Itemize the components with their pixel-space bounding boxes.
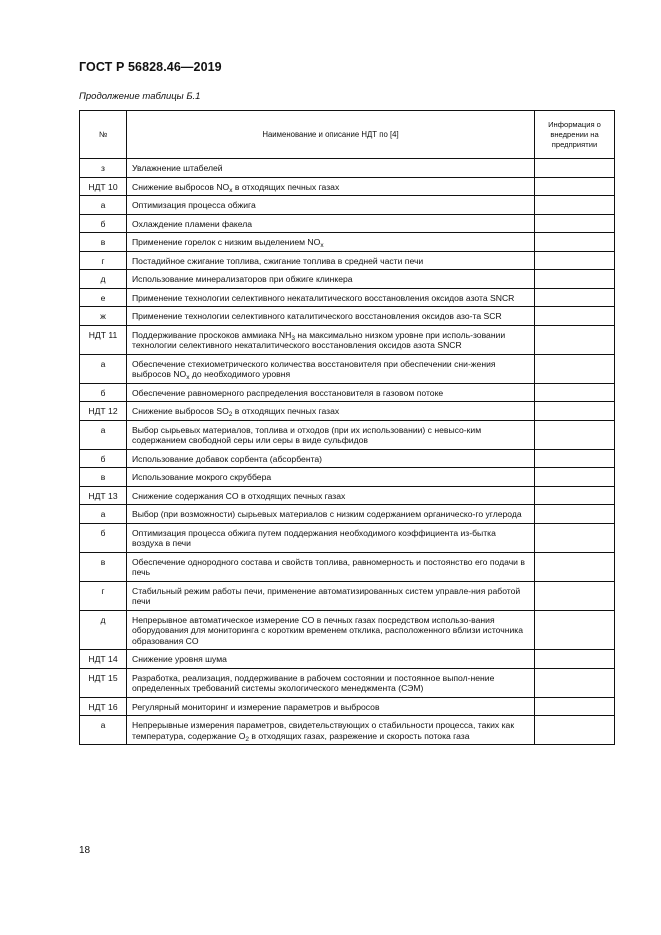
column-header-info: Информация о внедрении на предприятии	[535, 111, 615, 159]
row-description	[127, 402, 535, 421]
description-text: Снижение уровня шума	[132, 654, 227, 664]
table-row	[80, 697, 615, 716]
row-implementation-info	[535, 449, 615, 468]
description-text: Поддерживание проскоков аммиака NH	[132, 329, 292, 340]
row-number: г	[80, 251, 127, 270]
description-text: Выбор сырьевых материалов, топлива и отходов (при их использовании) с невысо-ким содержанием свободной серы или серы в виде сульфидов	[132, 424, 482, 445]
description-text: Обеспечение равномерного распределения восстановителя в газовом потоке	[132, 387, 444, 398]
description-text-after: в отходящих печных газах	[232, 181, 340, 192]
row-implementation-info	[535, 552, 615, 581]
description-text: Стабильный режим работы печи, применение автоматизированных систем управле-ния работой печи	[132, 585, 521, 606]
row-number: б	[80, 383, 127, 402]
row-implementation-info	[535, 610, 615, 650]
row-implementation-info	[535, 307, 615, 326]
row-description	[127, 486, 535, 505]
description-text: Выбор (при возможности) сырьевых материалов с низким содержанием органическо-го углерода	[132, 509, 522, 519]
table-row	[80, 505, 615, 524]
chemical-subscript: 2	[245, 735, 250, 743]
row-number: е	[80, 288, 127, 307]
row-implementation-info	[535, 325, 615, 354]
row-number: в	[80, 552, 127, 581]
row-description	[127, 354, 535, 383]
row-description	[127, 716, 535, 745]
row-description	[127, 610, 535, 650]
row-description	[127, 505, 535, 524]
description-text: Постадийное сжигание топлива, сжигание топлива в средней части печи	[132, 255, 424, 266]
description-text: Регулярный мониторинг и измерение параметров и выбросов	[132, 701, 380, 712]
row-number: б	[80, 449, 127, 468]
row-implementation-info	[535, 233, 615, 252]
row-description	[127, 288, 535, 307]
description-text: Снижение выбросов SO	[132, 406, 229, 416]
table-row	[80, 383, 615, 402]
description-text: Снижение содержания CO в отходящих печных газах	[132, 490, 346, 501]
row-implementation-info	[535, 383, 615, 402]
row-description	[127, 270, 535, 289]
table-row	[80, 325, 615, 354]
row-number: б	[80, 523, 127, 552]
description-text: Обеспечение однородного состава и свойств топлива, равномерность и постоянство его подачи в печь	[132, 556, 525, 577]
row-description	[127, 650, 535, 669]
row-implementation-info	[535, 420, 615, 449]
description-text-after: в отходящих печных газах	[232, 406, 340, 416]
description-text: Снижение выбросов NO	[132, 181, 230, 192]
row-implementation-info	[535, 505, 615, 524]
chemical-subscript: x	[229, 186, 233, 194]
row-implementation-info	[535, 251, 615, 270]
row-number: а	[80, 716, 127, 745]
row-number: НДТ 16	[80, 697, 127, 716]
row-implementation-info	[535, 270, 615, 289]
description-text: Оптимизация процесса обжига	[132, 200, 256, 210]
chemical-subscript: 3	[291, 334, 295, 342]
document-title: ГОСТ Р 56828.46—2019	[79, 60, 222, 74]
table-row	[80, 177, 615, 196]
table-row	[80, 610, 615, 650]
table-row	[80, 486, 615, 505]
row-implementation-info	[535, 196, 615, 215]
table-row	[80, 449, 615, 468]
table-row	[80, 468, 615, 487]
table-row	[80, 214, 615, 233]
row-implementation-info	[535, 581, 615, 610]
row-description	[127, 420, 535, 449]
table-row	[80, 552, 615, 581]
row-number: д	[80, 610, 127, 650]
table-row	[80, 420, 615, 449]
row-number: г	[80, 581, 127, 610]
row-number: НДТ 11	[80, 325, 127, 354]
table-row	[80, 288, 615, 307]
row-number: а	[80, 196, 127, 215]
row-implementation-info	[535, 486, 615, 505]
row-number: НДТ 15	[80, 668, 127, 697]
row-description	[127, 383, 535, 402]
table-row	[80, 196, 615, 215]
description-text: Непрерывные измерения параметров, свидетельствующих о стабильности процесса, таких как температура, содержание O	[132, 720, 515, 741]
table-row	[80, 354, 615, 383]
row-implementation-info	[535, 697, 615, 716]
row-number: НДТ 10	[80, 177, 127, 196]
description-text-after: в отходящих газах, разрежение и скорость потока газа	[249, 730, 470, 741]
description-text: Применение технологии селективного некаталитического восстановления оксидов азота SNCR	[132, 292, 515, 303]
table-row	[80, 523, 615, 552]
row-implementation-info	[535, 468, 615, 487]
row-description	[127, 307, 535, 326]
row-description	[127, 523, 535, 552]
description-text: Использование добавок сорбента (абсорбента)	[132, 453, 323, 464]
chemical-subscript: 2	[228, 411, 233, 418]
description-text: Применение горелок с низким выделением NO	[132, 237, 321, 247]
row-implementation-info	[535, 177, 615, 196]
row-implementation-info	[535, 668, 615, 697]
table-row	[80, 668, 615, 697]
row-number: НДТ 12	[80, 402, 127, 421]
description-text: Применение технологии селективного каталитического восстановления оксидов азо-та SCR	[132, 311, 502, 321]
row-description	[127, 251, 535, 270]
row-description	[127, 449, 535, 468]
row-implementation-info	[535, 523, 615, 552]
page-number: 18	[79, 845, 91, 856]
column-header-description: Наименование и описание НДТ по [4]	[127, 111, 535, 159]
description-text: Использование мокрого скруббера	[132, 472, 272, 482]
row-description	[127, 697, 535, 716]
row-implementation-info	[535, 402, 615, 421]
table-row	[80, 233, 615, 252]
description-text: Разработка, реализация, поддерживание в рабочем состоянии и постоянное выпол-нение определенных требований системы экологического менеджмента (СЭМ)	[132, 672, 495, 693]
table-header-row	[80, 111, 615, 159]
table-row	[80, 307, 615, 326]
row-number: а	[80, 505, 127, 524]
row-description	[127, 214, 535, 233]
row-implementation-info	[535, 288, 615, 307]
description-text: Использование минерализаторов при обжиге клинкера	[132, 274, 353, 284]
description-text: Непрерывное автоматическое измерение CO в печных газах посредством использо-вания оборудования для мониторинга с коротким временем отклика, расположенного вблизи источника образования CO	[132, 614, 524, 646]
row-number: в	[80, 468, 127, 487]
chemical-subscript: x	[186, 374, 190, 381]
row-description	[127, 468, 535, 487]
table-row	[80, 402, 615, 421]
description-text-after: до необходимого уровня	[189, 369, 291, 379]
row-implementation-info	[535, 214, 615, 233]
row-number: д	[80, 270, 127, 289]
row-implementation-info	[535, 716, 615, 745]
description-text: Обеспечение стехиометрического количества восстановителя при обеспечении сни-жения выбросов NO	[132, 358, 496, 379]
row-number: в	[80, 233, 127, 252]
table-row	[80, 716, 615, 745]
row-number: б	[80, 214, 127, 233]
chemical-subscript: x	[320, 242, 324, 249]
row-number: а	[80, 420, 127, 449]
row-description	[127, 177, 535, 196]
bat-table	[79, 110, 615, 745]
table-row	[80, 650, 615, 669]
table-row	[80, 251, 615, 270]
row-number: НДТ 14	[80, 650, 127, 669]
row-implementation-info	[535, 159, 615, 178]
row-number: а	[80, 354, 127, 383]
row-description	[127, 196, 535, 215]
table-caption: Продолжение таблицы Б.1	[79, 91, 201, 102]
row-description	[127, 233, 535, 252]
row-description	[127, 159, 535, 178]
description-text: Увлажнение штабелей	[132, 163, 223, 173]
row-description	[127, 581, 535, 610]
row-description	[127, 325, 535, 354]
description-text-after: на максимально низком уровне при исполь-зовании технологии селективного некаталитического восстановления оксидов азота SNCR	[132, 329, 506, 350]
column-header-number: №	[80, 111, 127, 159]
row-number: з	[80, 159, 127, 178]
table-row	[80, 270, 615, 289]
row-description	[127, 668, 535, 697]
table-row	[80, 581, 615, 610]
row-description	[127, 552, 535, 581]
row-implementation-info	[535, 650, 615, 669]
row-number: НДТ 13	[80, 486, 127, 505]
description-text: Оптимизация процесса обжига путем поддержания необходимого коэффициента из-бытка воздуха в печи	[132, 527, 496, 548]
description-text: Охлаждение пламени факела	[132, 218, 252, 229]
row-implementation-info	[535, 354, 615, 383]
table-row	[80, 159, 615, 178]
row-number: ж	[80, 307, 127, 326]
